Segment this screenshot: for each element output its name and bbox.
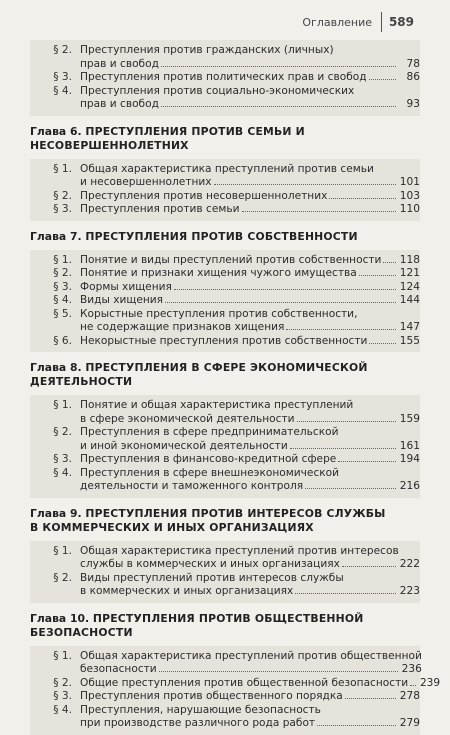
section-number: § 3. — [53, 690, 72, 702]
dot-leader — [174, 289, 396, 290]
toc-entry[interactable] — [30, 267, 420, 281]
dot-leader — [290, 448, 396, 449]
chapter-heading — [30, 352, 420, 395]
section-title — [80, 426, 420, 453]
chapter-label: Глава 7. — [30, 229, 82, 243]
section-title-line — [80, 335, 420, 349]
section-number: § 2. — [53, 676, 72, 689]
table-of-contents — [30, 40, 441, 735]
section-title-line — [80, 267, 420, 281]
section-title-line — [80, 572, 420, 586]
chapter-label: Глава 6. — [30, 124, 82, 138]
section-title-text: Виды преступлений против интересов службы — [80, 571, 344, 584]
section-title-text: деятельности и таможенного контроля — [80, 480, 304, 492]
section-number: § 6. — [53, 334, 72, 347]
section-title-text: Преступления против несовершеннолетних — [80, 189, 328, 202]
section-title-text: Виды хищения — [80, 294, 164, 306]
section-title-line — [80, 717, 420, 731]
toc-entry[interactable] — [30, 281, 420, 295]
chapter-title: В КОММЕРЧЕСКИХ И ИНЫХ ОРГАНИЗАЦИЯХ — [30, 520, 314, 534]
dot-leader — [305, 488, 396, 489]
section-page-number: 223 — [399, 585, 420, 597]
chapter-sections — [30, 250, 420, 353]
section-title-text: Преступления в сфере внешнеэкономической — [80, 466, 340, 479]
section-title-line — [80, 163, 420, 177]
section-page-number: 86 — [406, 71, 420, 83]
dot-leader — [345, 698, 396, 699]
section-title-line — [80, 426, 420, 440]
section-number: § 3. — [53, 280, 72, 293]
chapter-5-continuation — [30, 40, 420, 116]
chapter-title: ПРЕСТУПЛЕНИЯ В СФЕРЕ ЭКОНОМИЧЕСКОЙ ДЕЯТЕЛЬНОСТИ — [30, 361, 368, 388]
section-number: § 3. — [53, 453, 72, 465]
section-page-number: 159 — [399, 412, 420, 425]
section-number: § 2. — [53, 267, 72, 279]
dot-leader — [383, 262, 396, 263]
section-title-line — [80, 71, 420, 85]
section-title-text: Преступления против социально-экономических — [80, 84, 355, 97]
dot-leader — [214, 184, 396, 185]
section-title-text: Некорыстные преступления против собственности — [80, 334, 368, 347]
section-title-line — [80, 58, 420, 72]
section-number: § 1. — [53, 162, 72, 175]
dot-leader — [161, 106, 396, 107]
running-head-title: Оглавление — [302, 16, 372, 29]
section-page-number: 118 — [399, 253, 420, 266]
toc-entry[interactable] — [30, 650, 420, 677]
section-number: § 4. — [53, 294, 72, 306]
dot-leader — [286, 329, 396, 330]
section-title-line — [80, 254, 420, 268]
section-page-number: 124 — [399, 280, 420, 293]
section-title-text: Преступления, нарушающие безопасность — [80, 703, 321, 716]
section-number: § 4. — [53, 703, 72, 716]
section-title — [80, 44, 420, 71]
toc-entry[interactable] — [30, 572, 420, 599]
dot-leader — [242, 211, 396, 212]
section-page-number: 279 — [399, 717, 420, 729]
section-title-text: Преступления против семьи — [80, 203, 240, 215]
section-page-number: 161 — [399, 439, 420, 452]
chapter-sections — [30, 395, 420, 498]
toc-entry[interactable] — [30, 426, 420, 453]
section-title-text: Общая характеристика преступлений против общественной — [80, 649, 422, 662]
section-title-line — [80, 558, 420, 572]
section-title — [80, 650, 422, 677]
section-title — [80, 190, 420, 204]
section-page-number: 110 — [399, 203, 420, 215]
chapter-heading — [30, 221, 420, 250]
chapter-sections — [30, 646, 441, 735]
section-title — [80, 163, 420, 190]
section-page-number: 147 — [399, 321, 420, 333]
section-page-number: 78 — [406, 57, 420, 70]
section-number: § 1. — [53, 649, 72, 662]
section-title-line — [80, 677, 440, 691]
dot-leader — [295, 593, 396, 594]
dot-leader — [297, 421, 396, 422]
section-number: § 2. — [53, 44, 72, 56]
section-number: § 2. — [53, 189, 72, 202]
section-title-text: Преступления в финансово-кредитной сфере — [80, 453, 337, 465]
section-number: § 2. — [53, 571, 72, 584]
section-title-line — [80, 321, 420, 335]
dot-leader — [369, 343, 396, 344]
section-title-line — [80, 308, 420, 322]
toc-entry[interactable] — [30, 467, 420, 494]
section-page-number: 239 — [419, 676, 441, 689]
section-number: § 1. — [53, 253, 72, 266]
section-page-number: 236 — [401, 663, 422, 675]
section-title-text: в коммерческих и иных организациях — [80, 585, 294, 597]
section-title-text: в сфере экономической деятельности — [80, 412, 295, 425]
section-title — [80, 71, 420, 85]
dot-leader — [369, 79, 396, 80]
section-title-line — [80, 294, 420, 308]
section-page-number: 144 — [399, 294, 420, 306]
section-title-text: и несовершеннолетних — [80, 176, 212, 188]
section-number: § 3. — [53, 203, 72, 215]
toc-entry[interactable] — [30, 545, 420, 572]
dot-leader — [159, 671, 398, 672]
section-title-line — [80, 44, 420, 58]
section-title-line — [80, 190, 420, 204]
section-page-number: 155 — [399, 334, 420, 347]
section-title-text: при производстве различного рода работ — [80, 717, 316, 729]
section-title-text: и иной экономической деятельности — [80, 439, 288, 452]
section-title — [80, 308, 420, 335]
chapter-label: Глава 8. — [30, 361, 82, 374]
section-title-line — [80, 281, 420, 295]
toc-entry[interactable] — [30, 71, 420, 85]
section-title-line — [80, 98, 420, 112]
section-title-line — [80, 704, 420, 718]
section-title — [80, 453, 420, 467]
section-title-line — [80, 545, 420, 559]
section-page-number: 216 — [399, 480, 420, 492]
dot-leader — [359, 275, 396, 276]
section-title-line — [80, 413, 420, 427]
section-title-text: прав и свобод — [80, 98, 159, 110]
dot-leader — [338, 461, 396, 462]
chapter-heading — [30, 603, 420, 646]
section-title-text: Преступления против общественного порядка — [80, 690, 343, 702]
section-number: § 4. — [53, 466, 72, 479]
chapter-sections — [30, 159, 420, 221]
section-title-text: Формы хищения — [80, 280, 172, 293]
section-title-text: не содержащие признаков хищения — [80, 321, 285, 333]
toc-entry[interactable] — [30, 163, 420, 190]
section-title-line — [80, 467, 420, 481]
section-title — [80, 85, 420, 112]
section-title — [80, 467, 420, 494]
toc-entry[interactable] — [30, 453, 420, 467]
page-number: 589 — [388, 15, 414, 29]
running-head-divider — [381, 12, 382, 32]
toc-entry[interactable] — [30, 335, 420, 349]
section-title-line — [80, 85, 420, 99]
section-number: § 2. — [53, 426, 72, 438]
section-title-line — [80, 650, 422, 664]
toc-entry[interactable] — [30, 399, 420, 426]
section-page-number: 222 — [399, 558, 420, 570]
section-title — [80, 335, 420, 349]
section-title-text: Преступления в сфере предпринимательской — [80, 426, 339, 438]
section-title — [80, 690, 420, 704]
section-title-text: безопасности — [80, 663, 157, 675]
dot-leader — [329, 198, 396, 199]
section-title-text: Общая характеристика преступлений против семьи — [80, 162, 374, 175]
section-title — [80, 267, 420, 281]
toc-entry[interactable] — [30, 308, 420, 335]
toc-entry[interactable] — [30, 85, 420, 112]
section-page-number: 278 — [399, 690, 420, 702]
dot-leader — [161, 66, 396, 67]
chapter-heading — [30, 498, 420, 541]
dot-leader — [410, 685, 416, 686]
section-title — [80, 545, 420, 572]
chapter-sections — [30, 541, 420, 603]
section-title-text: Понятие и признаки хищения чужого имущества — [80, 267, 357, 279]
section-number: § 4. — [53, 84, 72, 97]
toc-entry[interactable] — [30, 254, 420, 268]
section-number: § 3. — [53, 71, 72, 83]
section-page-number: 101 — [399, 176, 420, 188]
section-title-line — [80, 663, 422, 677]
chapter-label: Глава 10. — [30, 611, 90, 625]
section-title-line — [80, 399, 420, 413]
section-page-number: 103 — [399, 189, 420, 202]
section-title — [80, 399, 420, 426]
section-title — [80, 294, 420, 308]
section-title — [80, 677, 440, 691]
section-title-line — [80, 203, 420, 217]
toc-entry[interactable] — [30, 44, 420, 71]
toc-entry[interactable] — [30, 690, 420, 704]
chapter-title: ПРЕСТУПЛЕНИЯ ПРОТИВ СЕМЬИ И НЕСОВЕРШЕННОЛЕТНИХ — [30, 124, 305, 152]
toc-entry[interactable] — [30, 294, 420, 308]
toc-entry[interactable] — [30, 676, 441, 691]
section-title-text: Общая характеристика преступлений против интересов — [80, 544, 399, 557]
section-title-line — [80, 480, 420, 494]
section-title-line — [80, 453, 420, 467]
running-head — [0, 12, 450, 34]
section-page-number: 121 — [399, 267, 420, 279]
section-title-line — [80, 585, 420, 599]
section-title-text: службы в коммерческих и иных организациях — [80, 558, 340, 570]
dot-leader — [317, 725, 396, 726]
section-number: § 1. — [53, 544, 72, 557]
section-title — [80, 281, 420, 295]
dot-leader — [165, 302, 396, 303]
section-title — [80, 203, 420, 217]
section-title-line — [80, 176, 420, 190]
dot-leader — [342, 566, 396, 567]
chapter-label: Глава 9. — [30, 506, 82, 520]
section-title-text: Понятие и общая характеристика преступлений — [80, 399, 354, 411]
section-title-text: прав и свобод — [80, 57, 159, 70]
section-page-number: 194 — [399, 453, 420, 465]
section-title-text: Общие преступления против общественной безопасности — [80, 676, 409, 689]
section-title — [80, 254, 420, 268]
section-page-number: 93 — [406, 98, 420, 110]
chapter-title: ПРЕСТУПЛЕНИЯ ПРОТИВ ИНТЕРЕСОВ СЛУЖБЫ — [85, 506, 386, 520]
section-title-text: Понятие и виды преступлений против собственности — [80, 253, 382, 266]
toc-entry[interactable] — [30, 704, 420, 731]
section-title-line — [80, 690, 420, 704]
section-number: § 5. — [53, 307, 72, 320]
section-number: § 1. — [53, 399, 72, 411]
section-title-text: Преступления против политических прав и свобод — [80, 71, 367, 83]
section-title-text: Корыстные преступления против собственности, — [80, 307, 358, 320]
section-title — [80, 704, 420, 731]
toc-entry[interactable] — [30, 203, 420, 217]
section-title-line — [80, 440, 420, 454]
section-title-text: Преступления против гражданских (личных) — [80, 44, 334, 56]
section-title — [80, 572, 420, 599]
toc-entry[interactable] — [30, 190, 420, 204]
chapter-title: ПРЕСТУПЛЕНИЯ ПРОТИВ ОБЩЕСТВЕННОЙ БЕЗОПАСНОСТИ — [30, 611, 364, 639]
chapter-heading — [30, 116, 420, 159]
chapter-title: ПРЕСТУПЛЕНИЯ ПРОТИВ СОБСТВЕННОСТИ — [85, 229, 358, 243]
